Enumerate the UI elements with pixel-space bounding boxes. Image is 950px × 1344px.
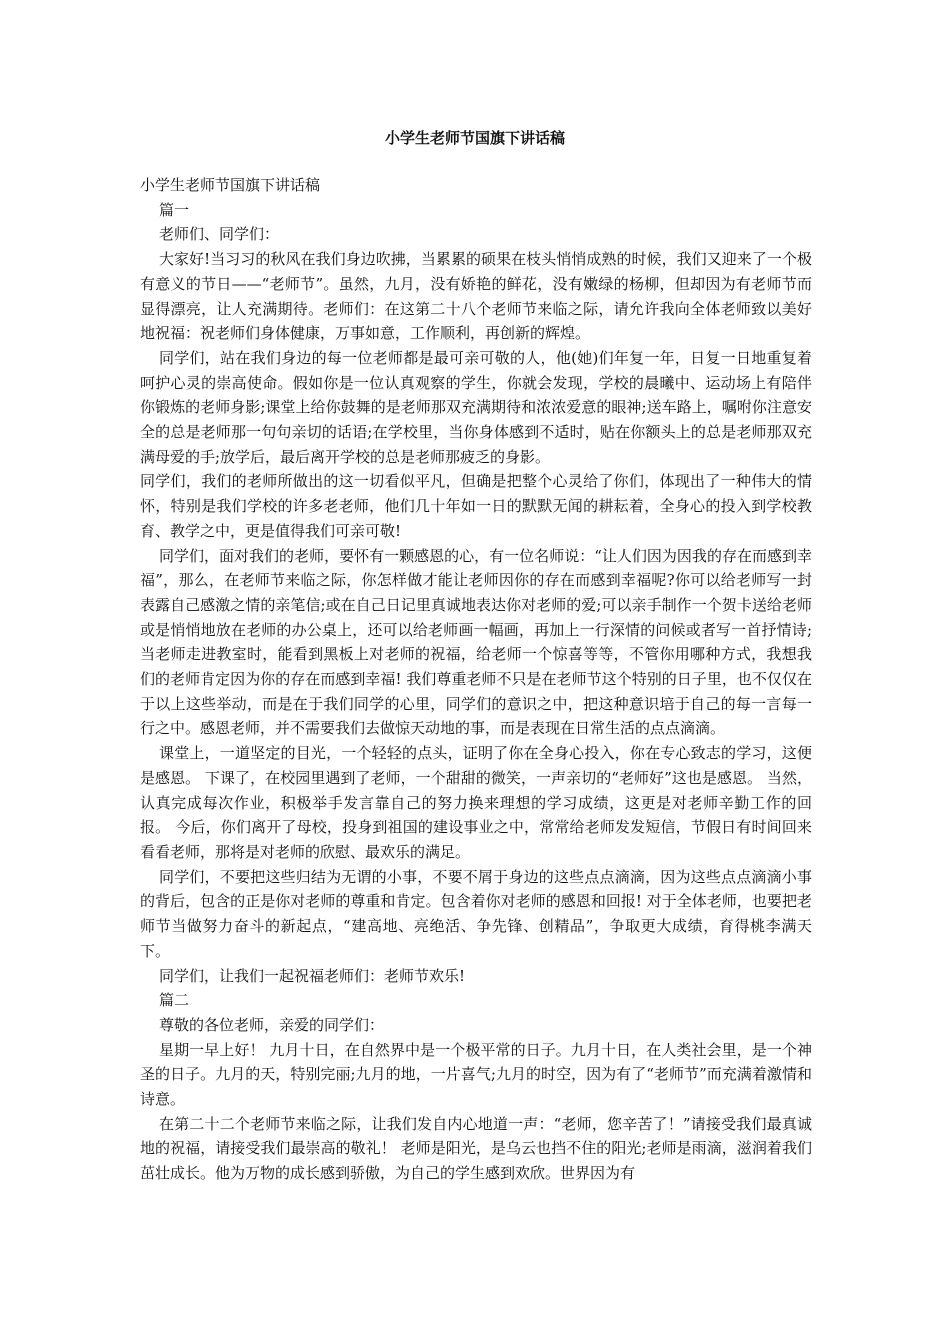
body-paragraph: 大家好!当习习的秋风在我们身边吹拂，当累累的硕果在枝头悄悄成熟的时候，我们又迎来了一个极有意义的节日——“老师节”。虽然，九月，没有娇艳的鲜花，没有嫩绿的杨柳，但却因为有老师节而显得漂亮，让人充满期待。老师们：在这第二十八个老师节来临之际，请允许我向全体老师致以美好地祝福：祝老师们身体健康，万事如意，工作顺利，再创新的辉煌。 [140,250,812,343]
body-paragraph: 同学们，站在我们身边的每一位老师都是最可亲可敬的人，他(她)们年复一年，日复一日地重复着呵护心灵的崇高使命。假如你是一位认真观察的学生，你就会发现，学校的晨曦中、运动场上有陪伴你锻炼的老师身影;课堂上给你鼓舞的是老师那双充满期待和浓浓爱意的眼神;送车路上，嘱咐你注意安全的总是老师那一句句亲切的话语;在学校里，当你身体感到不适时，贴在你额头上的总是老师那双充满母爱的手;放学后，最后离开学校的总是老师那疲乏的身影。 [140,348,812,466]
body-paragraph: 同学们，让我们一起祝福老师们：老师节欢乐! [159,966,466,985]
body-paragraph: 课堂上，一道坚定的目光，一个轻轻的点头，证明了你在全身心投入，你在专心致志的学习，这便是感恩。 下课了，在校园里遇到了老师，一个甜甜的微笑，一声亲切的“老师好”这也是感恩。 当然，认真完成每次作业，积极举手发言靠自己的努力换来理想的学习成绩，这更是对老师辛勤工作的回报。 今后，你们离开了母校，投身到祖国的建设事业之中，常常给老师发发短信，节假日有时间回来看看老师，那将是对老师的欣慰、最欢乐的满足。 [140,744,812,861]
body-paragraph: 同学们，面对我们的老师，要怀有一颗感恩的心，有一位名师说：“让人们因为因我的存在而感到幸福”，那么，在老师节来临之际，你怎样做才能让老师因你的存在而感到幸福呢?你可以给老师写一封表露自己感激之情的亲笔信;或在自己日记里真诚地表达你对老师的爱;可以亲手制作一个贺卡送给老师或是悄悄地放在老师的办公桌上，还可以给老师画一幅画，再加上一行深情的问候或者写一首抒情诗;当老师走进教室时，能看到黑板上对老师的祝福，给老师一个惊喜等等，不管你用哪种方式，我想我们的老师肯定因为你的存在而感到幸福! 我们尊重老师不只是在老师节这个特别的日子里，也不仅仅在于以上这些举动，而是在于我们同学的心里，同学们的意识之中，把这种意识培于自己的每一言每一行之中。感恩老师，并不需要我们去做惊天动地的事，而是表现在日常生活的点点滴滴。 [140,546,812,738]
body-paragraph: 同学们，我们的老师所做出的这一切看似平凡，但确是把整个心灵给了你们，体现出了一种伟大的情怀，特别是我们学校的许多老老师，他们几十年如一日的默默无闻的耕耘着，全身心的投入到学校教育、教学之中，更是值得我们可亲可敬! [140,472,812,540]
document-body [140,173,812,1186]
salutation: 尊敬的各位老师，亲爱的同学们： [159,1015,385,1034]
document-subtitle: 小学生老师节国旗下讲话稿 [140,176,321,194]
section-heading-1: 篇一 [159,200,190,219]
body-paragraph: 同学们，不要把这些归结为无谓的小事，不要不屑于身边的这些点点滴滴，因为这些点点滴滴小事的背后，包含的正是你对老师的尊重和肯定。包含着你对老师的感恩和回报! 对于全体老师，也要把老师节当做努力奋斗的新起点，“建高地、亮绝活、争先锋、创精品”，争取更大成绩，育得桃李满天下。 [140,867,812,960]
body-paragraph: 星期一早上好！ 九月十日，在自然界中是一个极平常的日子。九月十日，在人类社会里，是一个神圣的日子。九月的天，特别完丽;九月的地，一片喜气;九月的时空，因为有了“老师节”而充满着激情和诗意。 [140,1040,812,1109]
body-paragraph: 在第二十二个老师节来临之际，让我们发自内心地道一声：“老师，您辛苦了！”请接受我们最真诚地的祝福，请接受我们最崇高的敬礼！ 老师是阳光，是乌云也挡不住的阳光;老师是雨滴，滋润着我们茁壮成长。他为万物的成长感到骄傲，为自己的学生感到欢欣。世界因为有 [140,1114,812,1183]
section-heading-2: 篇二 [159,991,190,1010]
document-title: 小学生老师节国旗下讲话稿 [384,129,565,147]
salutation: 老师们、同学们： [159,225,280,244]
